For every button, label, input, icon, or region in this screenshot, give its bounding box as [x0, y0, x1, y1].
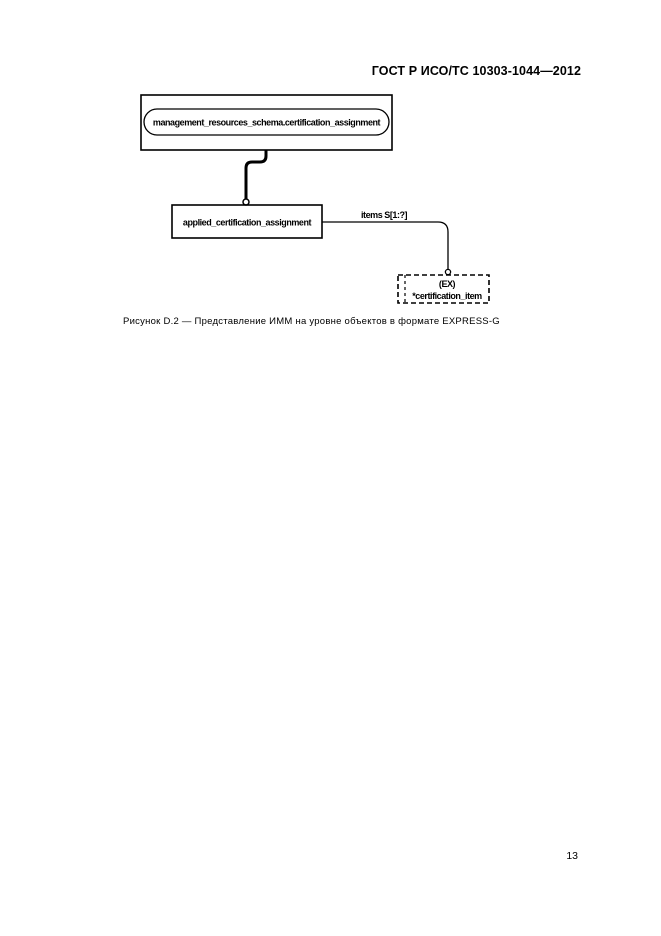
- entity-box: [172, 205, 322, 238]
- entity-label: applied_certification_assignment: [182, 217, 312, 228]
- subtype-relation-end-circle: [243, 199, 249, 205]
- subtype-relation-line: [246, 150, 266, 199]
- select-type-prefix: (EX): [438, 279, 456, 289]
- schema-reference-label: management_resources_schema.certification_assignment: [152, 117, 381, 128]
- select-type-name: *certification_item: [412, 291, 482, 301]
- document-standard-code: ГОСТ Р ИСО/ТС 10303-1044—2012: [371, 64, 581, 78]
- attribute-relation-label: items S[1:?]: [361, 210, 408, 220]
- express-g-diagram: [0, 0, 661, 330]
- figure-caption: Рисунок D.2 — Представление ИММ на уровне объектов в формате EXPRESS-G: [123, 316, 500, 327]
- page-number: 13: [566, 850, 578, 862]
- schema-reference-box: [141, 95, 392, 150]
- attribute-relation-line: [322, 222, 448, 269]
- attribute-relation-end-circle: [445, 269, 450, 274]
- select-type-box: [398, 275, 489, 303]
